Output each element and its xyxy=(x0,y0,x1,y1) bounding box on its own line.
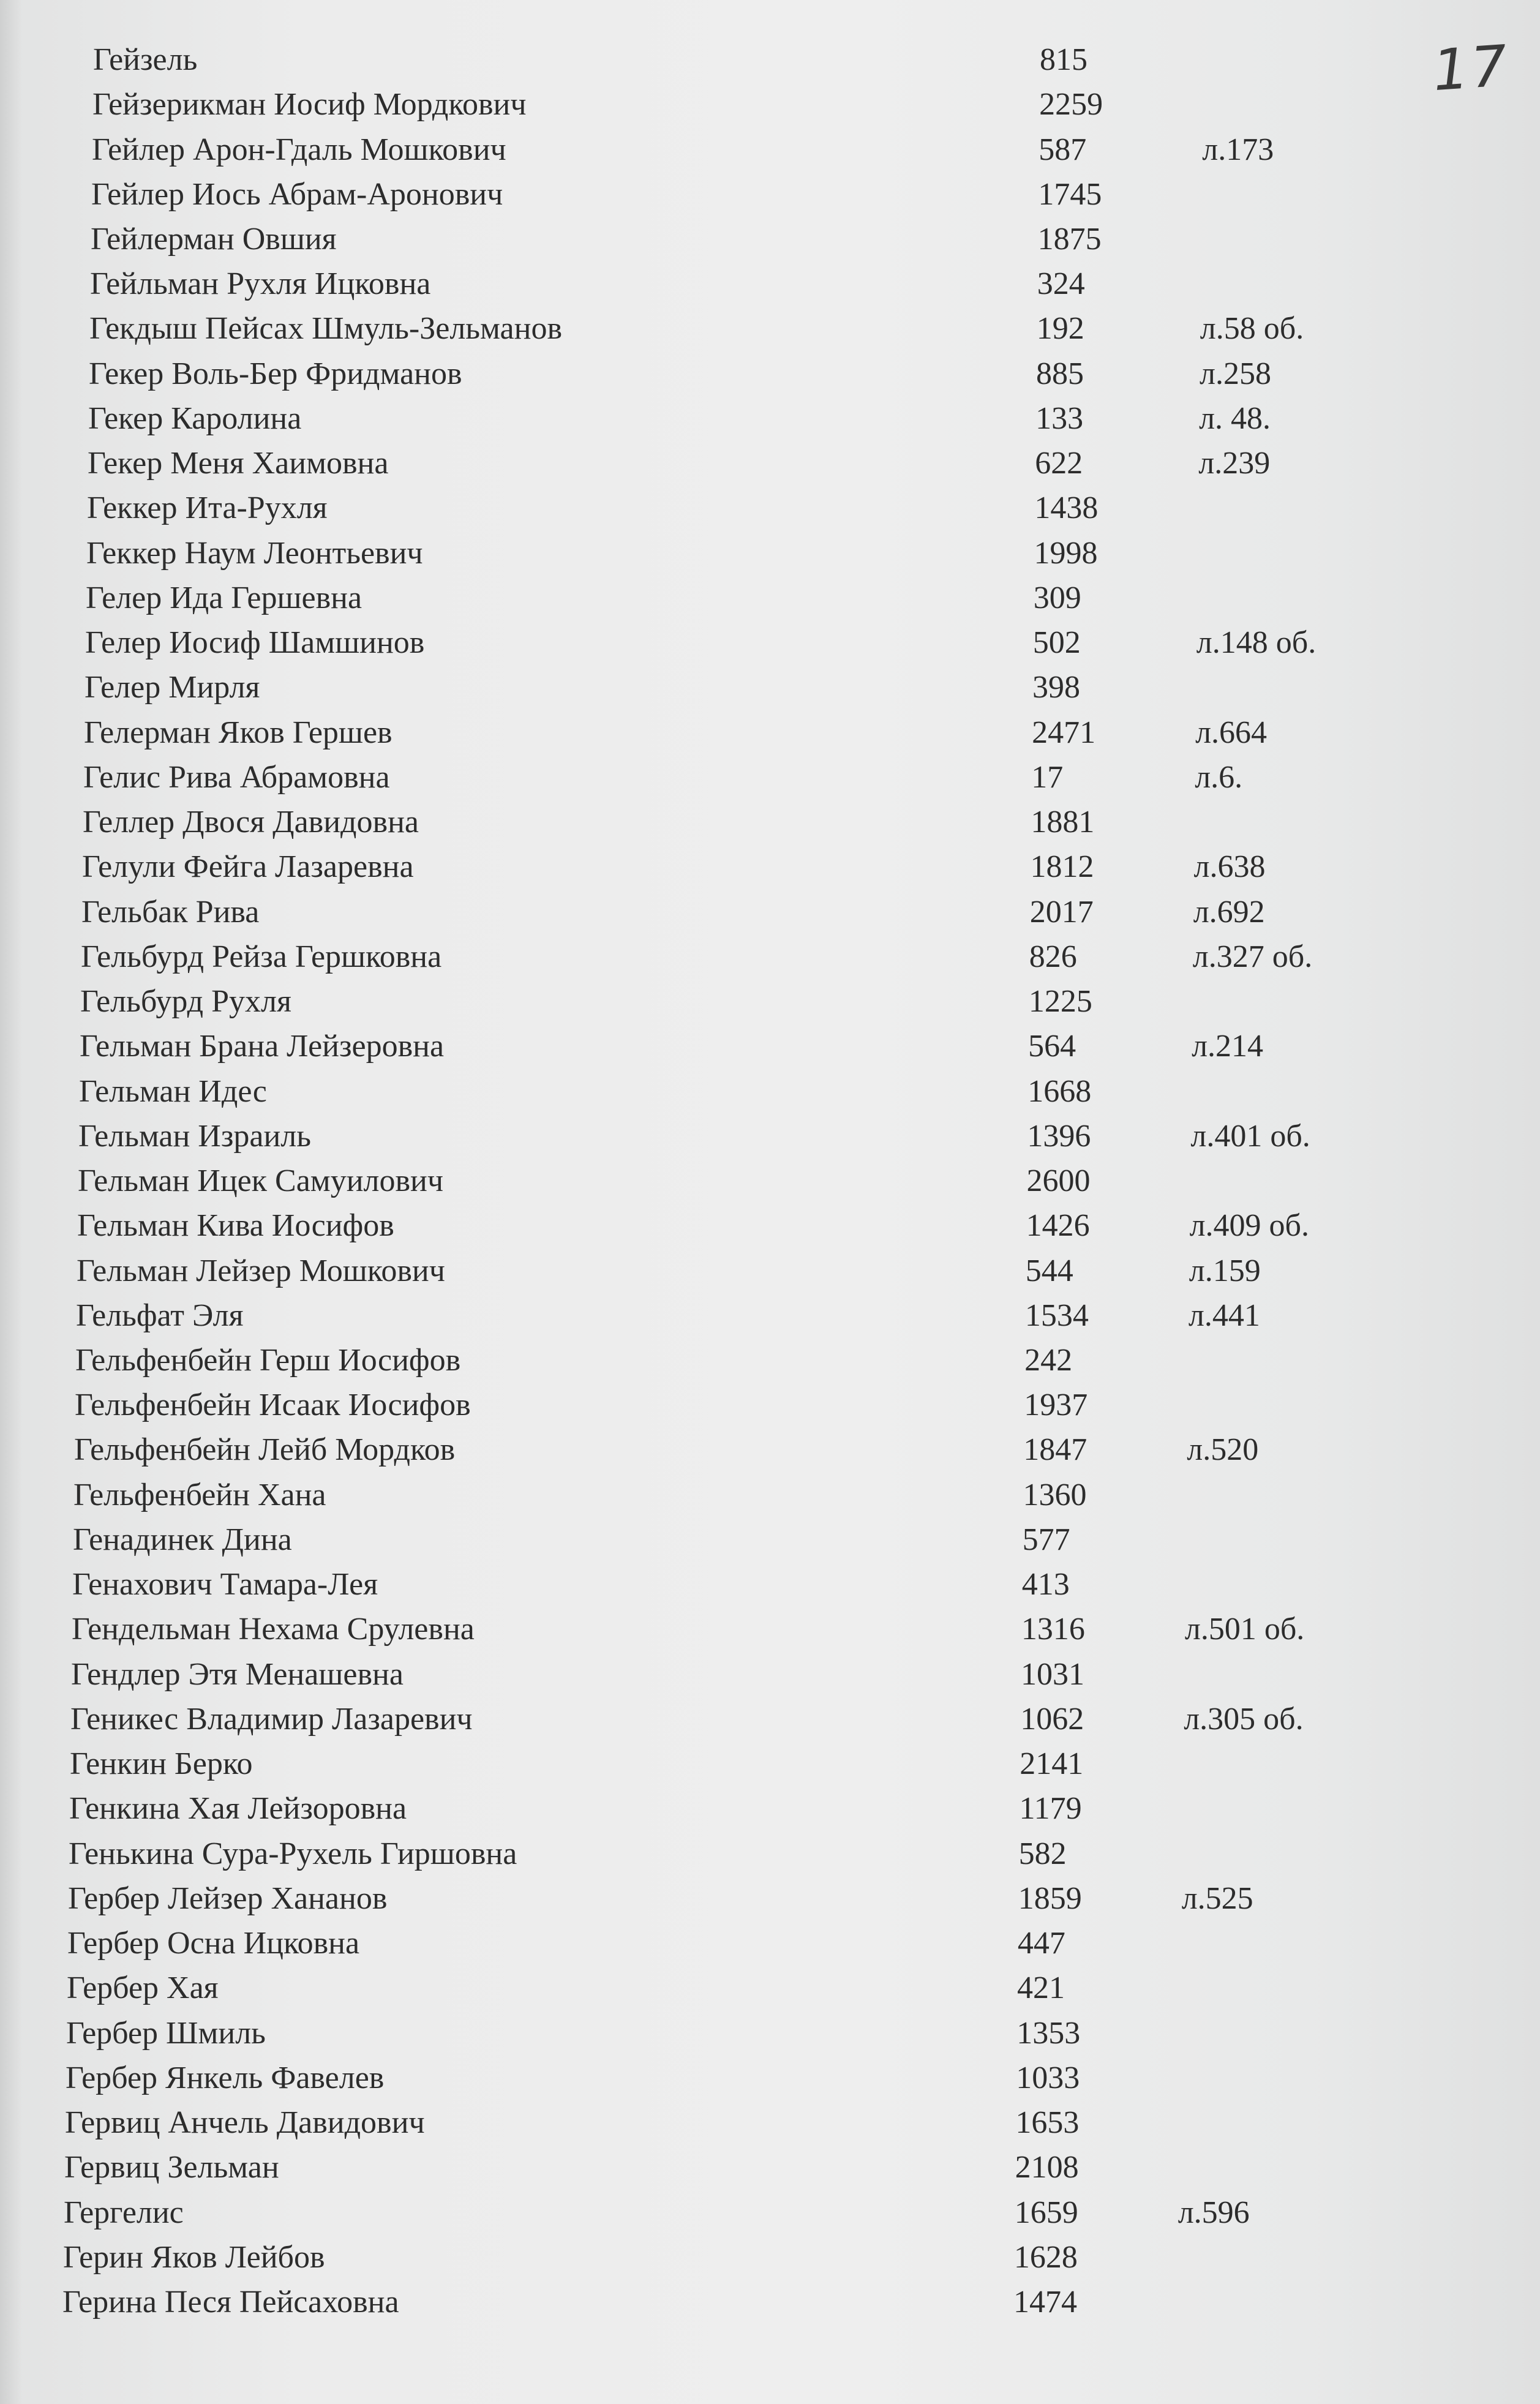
entry-name: Гелер Иосиф Шамшинов xyxy=(85,625,425,661)
entry-name: Гельбак Рива xyxy=(81,894,260,930)
entry-name: Генкин Берко xyxy=(70,1746,253,1782)
list-item xyxy=(0,1607,1540,1651)
entry-name: Гелер Мирля xyxy=(85,670,260,705)
entry-name: Гелер Ида Гершевна xyxy=(86,580,362,615)
entry-number: 544 xyxy=(1025,1253,1073,1288)
entry-name: Геллер Двося Давидовна xyxy=(83,805,419,840)
list-item xyxy=(0,1024,1540,1069)
entry-sheet-ref: л.401 об. xyxy=(1190,1118,1310,1154)
entry-sheet-ref: л.441 xyxy=(1188,1298,1260,1333)
entry-name: Гендельман Нехама Срулевна xyxy=(72,1612,475,1647)
entry-name: Гельман Израиль xyxy=(78,1118,311,1154)
entry-sheet-ref: л.525 xyxy=(1181,1880,1253,1916)
entry-sheet-ref: л.664 xyxy=(1195,715,1268,750)
entry-name: Гельфенбейн Хана xyxy=(73,1477,326,1512)
entry-sheet-ref: л.520 xyxy=(1187,1432,1259,1468)
entry-name: Гербер Лейзер Хананов xyxy=(68,1880,388,1916)
entry-name: Гендлер Этя Менашевна xyxy=(71,1656,404,1692)
entry-name: Гейзель xyxy=(93,42,198,77)
entry-name: Гельфенбейн Герш Иосифов xyxy=(75,1343,461,1378)
list-item xyxy=(0,486,1540,530)
list-item xyxy=(0,2191,1540,2235)
entry-number: 192 xyxy=(1036,311,1084,347)
list-item xyxy=(0,935,1540,979)
list-item xyxy=(0,173,1540,217)
list-item xyxy=(0,666,1540,710)
entry-sheet-ref: л.692 xyxy=(1193,894,1265,930)
entry-name: Герина Песя Пейсаховна xyxy=(62,2285,399,2319)
list-item xyxy=(0,1428,1540,1472)
entry-number: 1659 xyxy=(1014,2195,1078,2230)
list-item xyxy=(0,1832,1540,1876)
list-item xyxy=(0,711,1540,755)
entry-sheet-ref: л.305 об. xyxy=(1184,1701,1304,1737)
entry-name: Гейзерикман Иосиф Мордкович xyxy=(92,87,527,122)
entry-number: 17 xyxy=(1031,759,1064,795)
entry-number: 622 xyxy=(1035,446,1083,481)
list-item xyxy=(0,1697,1540,1741)
list-item xyxy=(0,1787,1540,1831)
entry-name: Гельман Лейзер Мошкович xyxy=(77,1253,445,1288)
entry-name: Гелули Фейга Лазаревна xyxy=(82,849,414,885)
entry-number: 1225 xyxy=(1028,984,1092,1019)
entry-name: Гелерман Яков Гершев xyxy=(84,715,393,750)
entry-number: 1426 xyxy=(1026,1208,1090,1244)
entry-name: Гервиц Анчель Давидович xyxy=(65,2105,425,2140)
entry-sheet-ref: л.327 об. xyxy=(1192,939,1313,974)
entry-name: Гергелис xyxy=(64,2195,184,2230)
entry-number: 1812 xyxy=(1030,849,1094,885)
entry-sheet-ref: л.409 об. xyxy=(1189,1208,1309,1244)
list-item xyxy=(0,397,1540,441)
entry-sheet-ref: л.6. xyxy=(1195,759,1243,795)
list-item xyxy=(0,756,1540,800)
entry-number: 324 xyxy=(1037,266,1085,302)
list-item xyxy=(0,1473,1540,1517)
entry-name: Гельман Ицек Самуилович xyxy=(78,1163,444,1198)
entry-number: 1033 xyxy=(1016,2060,1080,2095)
entry-number: 1668 xyxy=(1027,1073,1092,1109)
entry-name: Гекдыш Пейсах Шмуль-Зельманов xyxy=(89,311,563,347)
list-item xyxy=(0,262,1540,306)
entry-number: 564 xyxy=(1028,1029,1076,1064)
entry-number: 502 xyxy=(1032,625,1081,661)
entry-name: Герин Яков Лейбов xyxy=(63,2239,325,2275)
entry-number: 398 xyxy=(1032,670,1080,705)
list-item xyxy=(0,1518,1540,1562)
entry-name: Гербер Шмиль xyxy=(66,2015,266,2051)
entry-name: Гельфат Эля xyxy=(76,1298,244,1333)
entry-number: 1316 xyxy=(1021,1612,1085,1647)
entry-name: Гельфенбейн Лейб Мордков xyxy=(74,1432,456,1468)
entry-name: Гербер Осна Ицковна xyxy=(67,1926,360,1961)
list-item xyxy=(0,2280,1540,2324)
entry-name: Гервиц Зельман xyxy=(64,2150,279,2185)
entry-number: 2017 xyxy=(1029,894,1094,930)
entry-name: Гельман Кива Иосифов xyxy=(77,1208,394,1244)
list-item xyxy=(0,1742,1540,1786)
entry-name: Гекер Воль-Бер Фридманов xyxy=(89,356,462,391)
list-item xyxy=(0,1383,1540,1427)
entry-number: 2471 xyxy=(1032,715,1096,750)
list-item xyxy=(0,2011,1540,2056)
entry-number: 577 xyxy=(1022,1522,1070,1557)
entry-number: 1875 xyxy=(1037,222,1102,257)
entry-number: 1438 xyxy=(1034,490,1099,526)
list-item xyxy=(0,2236,1540,2280)
list-item xyxy=(0,845,1540,889)
entry-number: 1534 xyxy=(1024,1298,1089,1333)
list-item xyxy=(0,1114,1540,1159)
list-item xyxy=(0,217,1540,261)
entry-sheet-ref: л.258 xyxy=(1200,356,1271,391)
entry-sheet-ref: л.596 xyxy=(1178,2195,1250,2230)
list-item xyxy=(0,2101,1540,2145)
entry-name: Геккер Ита-Рухля xyxy=(87,490,328,526)
entry-number: 1353 xyxy=(1016,2015,1081,2051)
list-item xyxy=(0,128,1540,172)
entry-number: 815 xyxy=(1040,42,1087,77)
entry-name: Гейлерман Овшия xyxy=(91,222,337,257)
entry-number: 885 xyxy=(1036,356,1084,391)
list-item xyxy=(0,1294,1540,1338)
entry-name: Гейлер Арон-Гдаль Мошкович xyxy=(92,132,506,167)
entry-name: Генахович Тамара-Лея xyxy=(72,1567,378,1602)
list-item xyxy=(0,1339,1540,1383)
list-item xyxy=(0,1563,1540,1607)
list-item xyxy=(0,980,1540,1024)
entry-sheet-ref: л.58 об. xyxy=(1200,311,1304,347)
list-item xyxy=(0,621,1540,665)
entry-sheet-ref: л.148 об. xyxy=(1196,625,1317,661)
list-item xyxy=(0,1070,1540,1114)
entry-sheet-ref: л.173 xyxy=(1202,132,1274,167)
entry-number: 1360 xyxy=(1023,1477,1087,1512)
list-item xyxy=(0,1653,1540,1697)
list-item xyxy=(0,532,1540,576)
entry-name: Гейлер Иось Абрам-Аронович xyxy=(91,176,503,212)
list-item xyxy=(0,307,1540,351)
entry-number: 1859 xyxy=(1018,1880,1082,1916)
entry-name: Гельбурд Рухля xyxy=(80,984,291,1019)
list-item xyxy=(0,1204,1540,1248)
entry-number: 1396 xyxy=(1027,1118,1091,1154)
entry-name: Гекер Каролина xyxy=(88,400,302,436)
entry-number: 587 xyxy=(1039,132,1087,167)
entry-number: 2141 xyxy=(1020,1746,1084,1782)
list-item xyxy=(0,1921,1540,1966)
entry-number: 582 xyxy=(1018,1836,1067,1871)
list-item xyxy=(0,1249,1540,1293)
list-item xyxy=(0,352,1540,396)
entry-sheet-ref: л.214 xyxy=(1192,1029,1264,1064)
list-item xyxy=(0,83,1540,127)
list-item xyxy=(0,2146,1540,2190)
entry-number: 421 xyxy=(1017,1970,1065,2006)
list-item xyxy=(0,576,1540,620)
entry-name: Гербер Хая xyxy=(67,1970,219,2006)
entry-name: Гекер Меня Хаимовна xyxy=(88,446,389,481)
entry-number: 1998 xyxy=(1034,535,1098,571)
entry-name: Генкина Хая Лейзоровна xyxy=(69,1791,407,1827)
list-item xyxy=(0,441,1540,486)
entry-number: 242 xyxy=(1024,1343,1073,1378)
list-item xyxy=(0,1877,1540,1921)
entry-name: Гельман Идес xyxy=(79,1073,267,1109)
list-item xyxy=(0,800,1540,844)
entry-name: Гейльман Рухля Ицковна xyxy=(90,266,431,302)
entry-number: 447 xyxy=(1017,1926,1065,1961)
entry-name: Гелис Рива Абрамовна xyxy=(83,759,390,795)
entry-name: Генадинек Дина xyxy=(73,1522,292,1557)
entry-sheet-ref: л. 48. xyxy=(1199,400,1271,436)
entry-number: 2600 xyxy=(1026,1163,1091,1198)
entry-sheet-ref: л.159 xyxy=(1189,1253,1261,1288)
entry-number: 1745 xyxy=(1038,176,1102,212)
entry-number: 1881 xyxy=(1031,805,1095,840)
entry-name: Гельбурд Рейза Гершковна xyxy=(81,939,442,974)
entry-number: 1474 xyxy=(1013,2285,1077,2319)
entry-number: 1031 xyxy=(1021,1656,1084,1692)
list-item xyxy=(0,38,1540,82)
entry-sheet-ref: л.638 xyxy=(1193,849,1266,885)
entry-number: 413 xyxy=(1021,1567,1070,1602)
entry-number: 1653 xyxy=(1015,2105,1080,2140)
entry-name: Геникес Владимир Лазаревич xyxy=(70,1701,473,1737)
entry-number: 1628 xyxy=(1013,2239,1078,2275)
entry-number: 1847 xyxy=(1023,1432,1087,1468)
list-item xyxy=(0,1966,1540,2010)
entry-name: Гербер Янкель Фавелев xyxy=(66,2060,385,2095)
entry-number: 2108 xyxy=(1015,2150,1079,2185)
entry-number: 826 xyxy=(1029,939,1077,974)
entry-number: 2259 xyxy=(1039,87,1103,122)
entry-name: Гельфенбейн Исаак Иосифов xyxy=(75,1388,471,1423)
list-item xyxy=(0,890,1540,934)
entry-number: 309 xyxy=(1033,580,1081,615)
entry-name: Гельман Брана Лейзеровна xyxy=(80,1029,445,1064)
entry-number: 1062 xyxy=(1020,1701,1084,1737)
entry-number: 133 xyxy=(1035,400,1084,436)
entry-sheet-ref: л.501 об. xyxy=(1184,1612,1305,1647)
entry-name: Геккер Наум Леонтьевич xyxy=(86,535,423,571)
entry-number: 1179 xyxy=(1019,1791,1082,1827)
entry-sheet-ref: л.239 xyxy=(1198,446,1271,481)
entry-number: 1937 xyxy=(1024,1388,1088,1423)
entry-name: Генькина Сура-Рухель Гиршовна xyxy=(69,1836,517,1871)
list-item xyxy=(0,1159,1540,1203)
list-item xyxy=(0,2056,1540,2100)
page-number: 17 xyxy=(1430,32,1512,104)
